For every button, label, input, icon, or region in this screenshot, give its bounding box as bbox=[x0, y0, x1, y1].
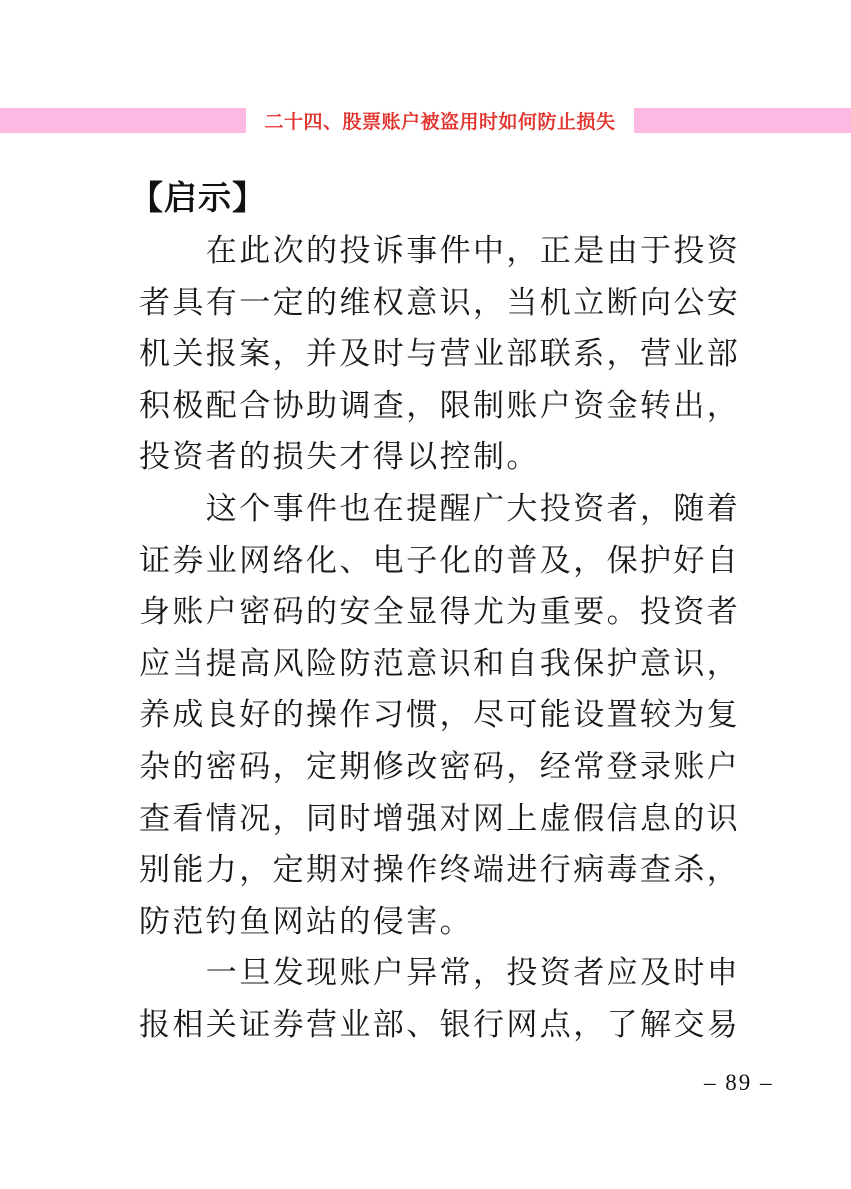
text-line: 在此次的投诉事件中，正是由于投资 bbox=[205, 233, 741, 268]
text-line: 报相关证券营业部、银行网点，了解交易 bbox=[139, 1006, 741, 1042]
text-line: 杂的密码，定期修改密码，经常登录账户 bbox=[139, 748, 741, 784]
text-line: 身账户密码的安全显得尤为重要。投资者 bbox=[139, 594, 741, 630]
text-line: 一旦发现账户异常，投资者应及时申 bbox=[205, 955, 741, 991]
text-line: 积极配合协助调查，限制账户资金转出， bbox=[139, 387, 741, 423]
chapter-title-box bbox=[246, 108, 634, 133]
text-line: 投资者的损失才得以控制。 bbox=[139, 439, 540, 475]
text-line: 机关报案，并及时与营业部联系，营业部 bbox=[139, 336, 741, 372]
text-line: 查看情况，同时增强对网上虚假信息的识 bbox=[139, 800, 741, 836]
text-line: 别能力，定期对操作终端进行病毒查杀， bbox=[139, 852, 741, 888]
body-text bbox=[139, 225, 751, 1051]
text-line: 者具有一定的维权意识，当机立断向公安 bbox=[139, 284, 741, 320]
page-number: – 89 – bbox=[704, 1070, 774, 1095]
text-line: 养成良好的操作习惯，尽可能设置较为复 bbox=[139, 697, 741, 733]
text-line: 防范钓鱼网站的侵害。 bbox=[139, 903, 473, 939]
chapter-title: 二十四、股票账户被盗用时如何防止损失 bbox=[264, 112, 616, 133]
chapter-header-band bbox=[0, 108, 851, 133]
section-heading: 【启示】 bbox=[130, 179, 266, 216]
text-line: 证券业网络化、电子化的普及，保护好自 bbox=[139, 542, 741, 578]
text-line: 应当提高风险防范意识和自我保护意识， bbox=[139, 645, 741, 681]
text-line: 这个事件也在提醒广大投资者，随着 bbox=[205, 490, 741, 526]
